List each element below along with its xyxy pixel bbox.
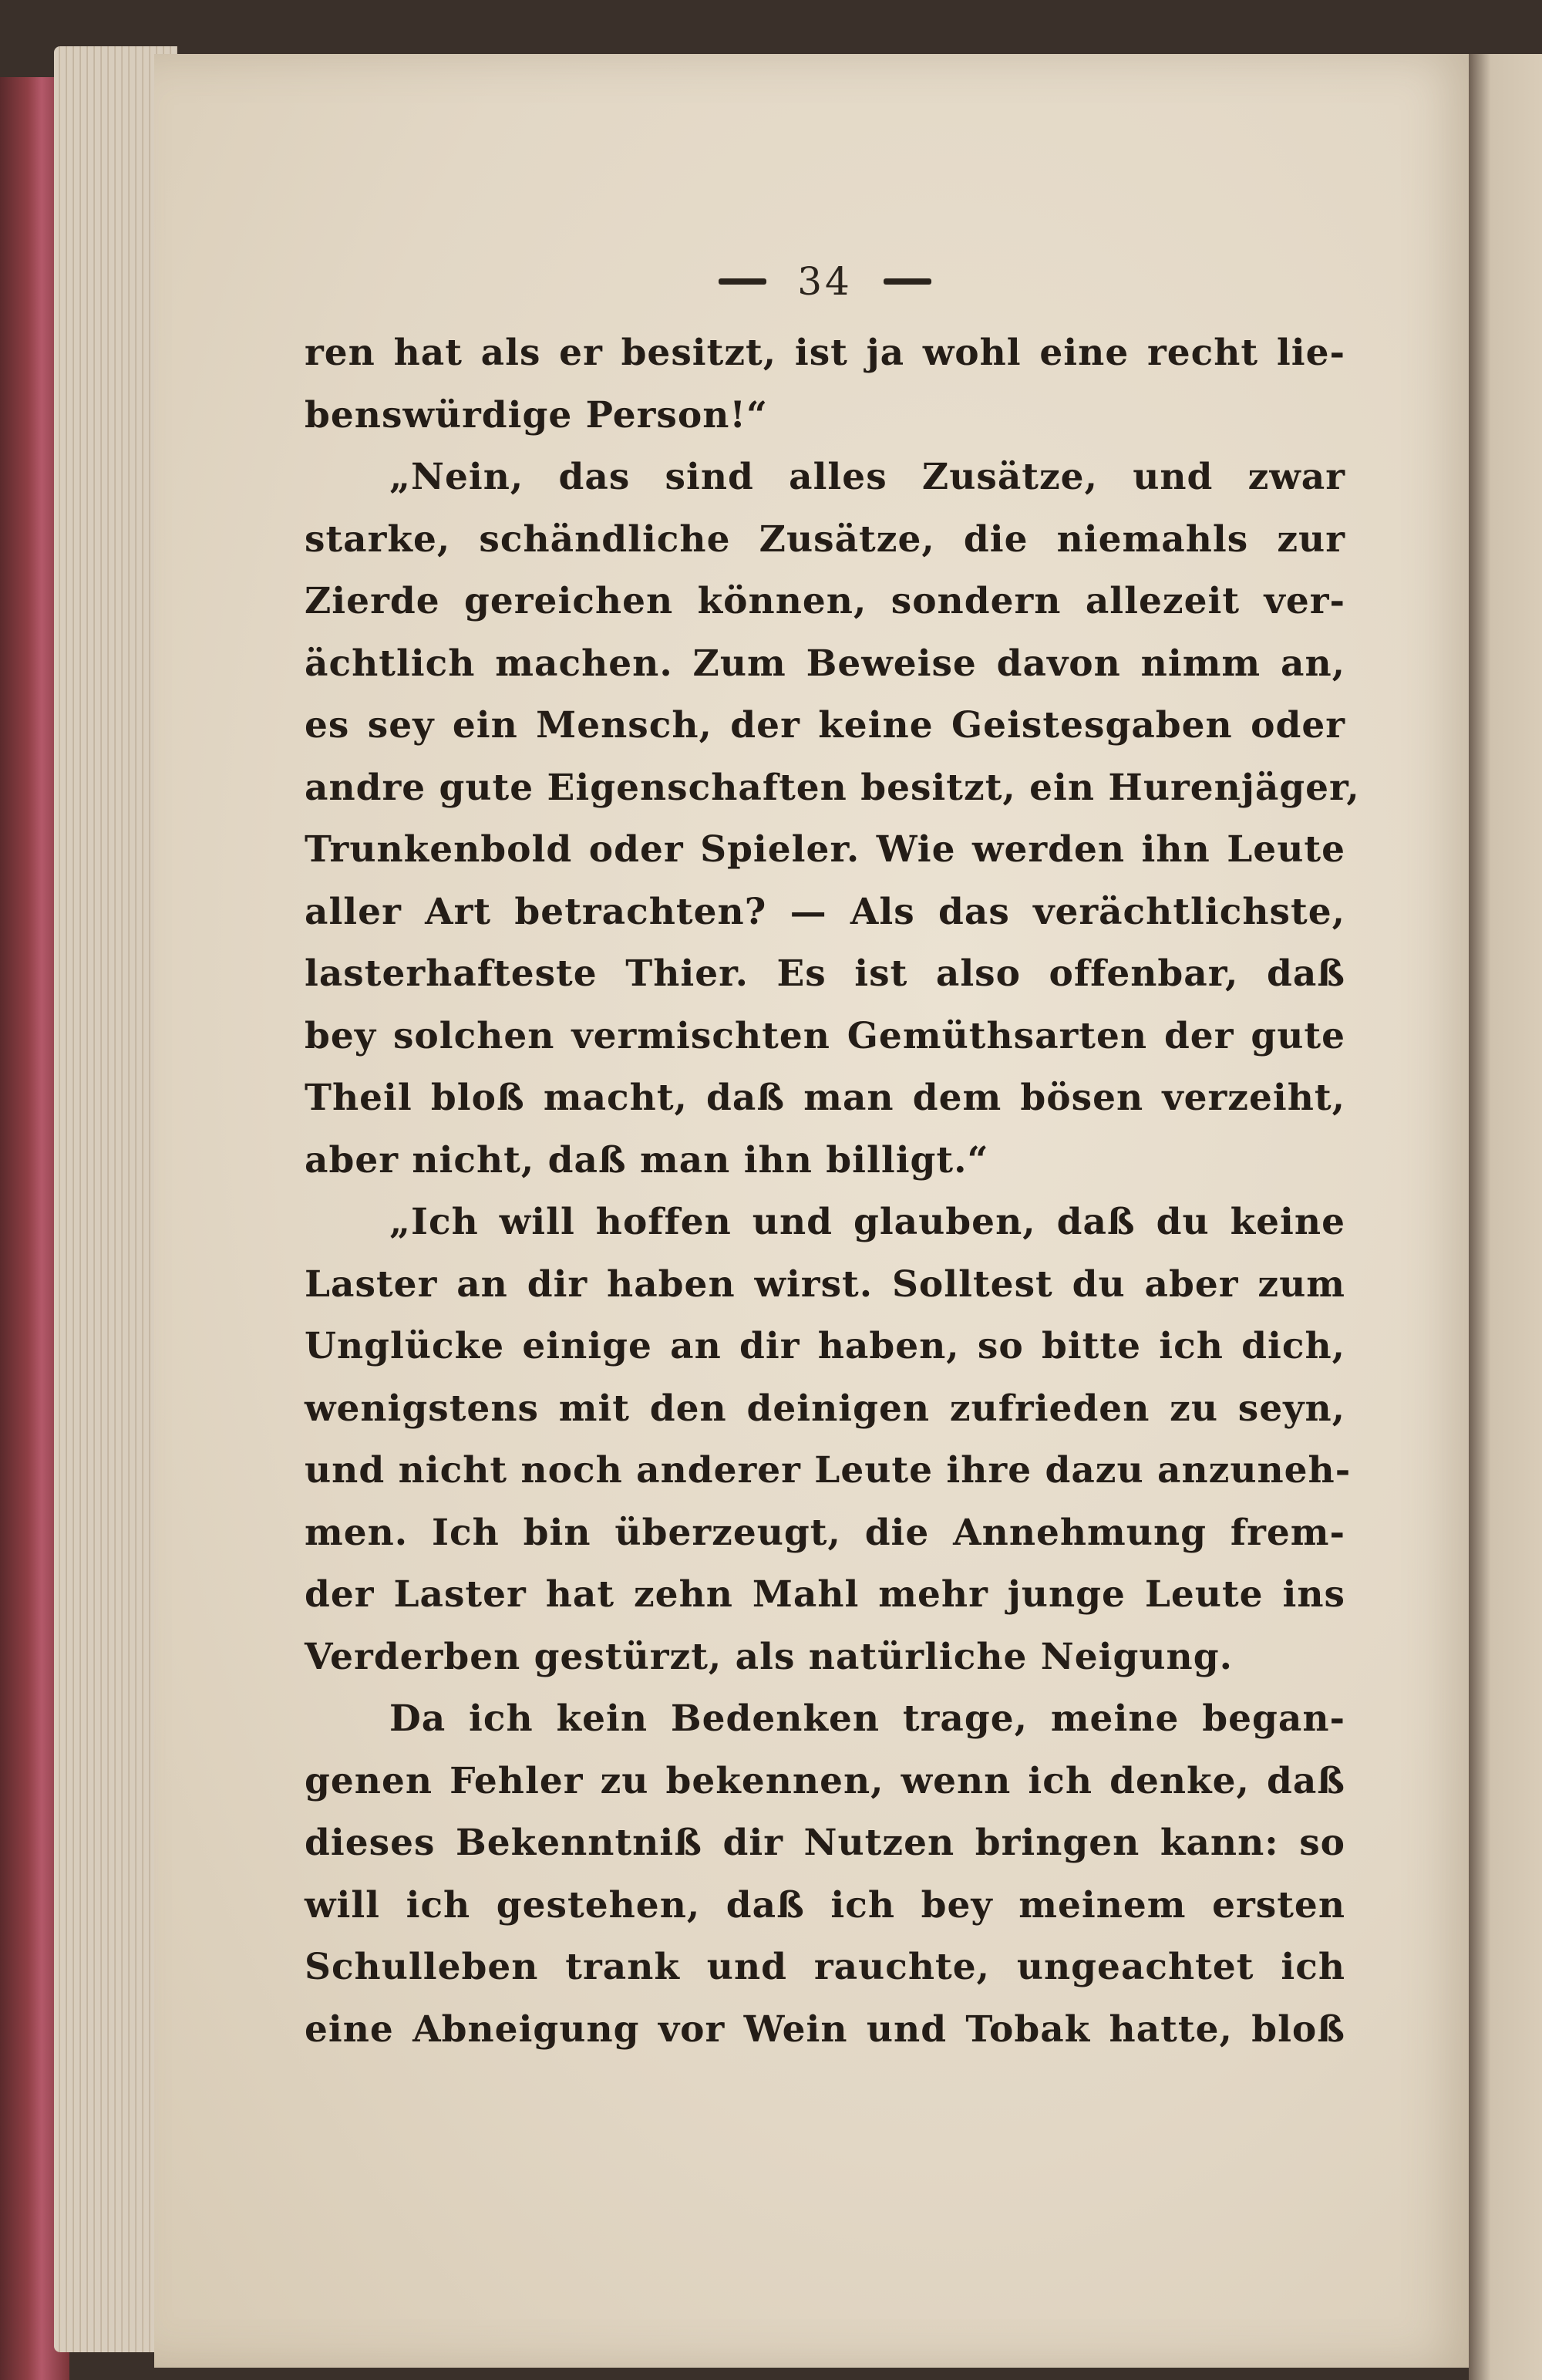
text-line: es sey ein Mensch, der keine Geistesgaben oder (305, 704, 1345, 747)
text-line: will ich gestehen, daß ich bey meinem ersten (305, 1883, 1345, 1927)
text-line: der Laster hat zehn Mahl mehr junge Leute ins (305, 1573, 1345, 1616)
text-line: Unglücke einige an dir haben, so bitte ich dich, (305, 1325, 1345, 1367)
text-line: genen Fehler zu bekennen, wenn ich denke, daß (305, 1759, 1345, 1802)
text-line: Theil bloß macht, daß man dem bösen verzeiht, (305, 1077, 1345, 1119)
text-line: aber nicht, daß man ihn billigt.“ (305, 1138, 989, 1182)
text-line: bey solchen vermischten Gemüthsarten der gute (305, 1014, 1345, 1057)
text-line: Zierde gereichen können, sondern allezeit ver- (305, 580, 1345, 622)
text-line: dieses Bekenntniß dir Nutzen bringen kann: so (305, 1822, 1345, 1864)
text-line: Verderben gestürzt, als natürliche Neigung. (305, 1635, 1233, 1678)
text-line: lasterhafteste Thier. Es ist also offenbar, daß (305, 952, 1345, 995)
text-line: starke, schändliche Zusätze, die niemahls zur (305, 517, 1345, 561)
header-dash-right (884, 278, 931, 285)
text-line: wenigstens mit den deinigen zufrieden zu seyn, (305, 1387, 1345, 1430)
text-line: Schulleben trank und rauchte, ungeachtet ich (305, 1946, 1345, 1988)
text-line: benswürdige Person!“ (305, 393, 769, 437)
header-dash-left (719, 278, 766, 285)
text-line: men. Ich bin überzeugt, die Annehmung frem- (305, 1511, 1345, 1554)
text-line: andre gute Eigenschaften besitzt, ein Hurenjäger, (305, 766, 1360, 809)
text-line: „Nein, das sind alles Zusätze, und zwar (389, 456, 1345, 498)
text-line: „Ich will hoffen und glauben, daß du keine (389, 1201, 1345, 1243)
text-line: Laster an dir haben wirst. Solltest du aber zum (305, 1262, 1345, 1306)
text-line: und nicht noch anderer Leute ihre dazu anzuneh- (305, 1449, 1352, 1492)
page-header (663, 255, 987, 308)
text-line: aller Art betrachten? — Als das verächtlichste, (305, 890, 1345, 933)
text-line: ren hat als er besitzt, ist ja wohl eine recht lie- (305, 332, 1345, 374)
text-line: Trunkenbold oder Spieler. Wie werden ihn Leute (305, 828, 1345, 871)
text-line: Da ich kein Bedenken trage, meine began- (389, 1697, 1345, 1740)
page-body-text (305, 322, 1360, 2061)
text-line: eine Abneigung vor Wein und Tobak hatte, bloß (305, 2007, 1345, 2051)
page-number: 34 (797, 259, 853, 304)
opposite-page-edge (1469, 54, 1542, 2380)
text-line: ächtlich machen. Zum Beweise davon nimm an, (305, 642, 1345, 685)
